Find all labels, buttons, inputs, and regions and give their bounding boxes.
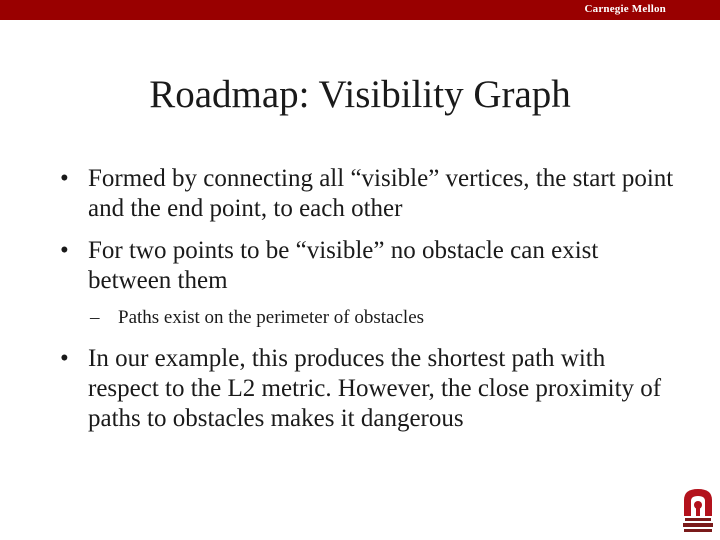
bullet-item <box>60 344 680 434</box>
robotics-institute-logo-icon <box>680 486 716 538</box>
sub-bullet-text: Paths exist on the perimeter of obstacles <box>118 307 425 328</box>
bullet-text: For two points to be “visible” no obstacle can exist between them <box>88 237 599 294</box>
slide-title: Roadmap: Visibility Graph <box>149 73 571 116</box>
bullet-item <box>60 236 680 296</box>
bullet-text: In our example, this produces the shortest path with respect to the L2 metric. However, the close proximity of paths to obstacles makes it dangerous <box>88 345 662 432</box>
bullet-item <box>60 164 680 224</box>
bullet-marker: • <box>60 345 69 372</box>
bullet-marker: • <box>60 165 69 192</box>
bullet-marker: • <box>60 237 69 264</box>
header-bar <box>0 0 720 20</box>
brand-wordmark: Carnegie Mellon <box>584 3 666 15</box>
sub-bullet-item <box>60 306 680 330</box>
bullet-list <box>60 164 680 446</box>
bullet-text: Formed by connecting all “visible” vertices, the start point and the end point, to each other <box>88 165 674 222</box>
sub-bullet-marker: – <box>90 307 100 328</box>
